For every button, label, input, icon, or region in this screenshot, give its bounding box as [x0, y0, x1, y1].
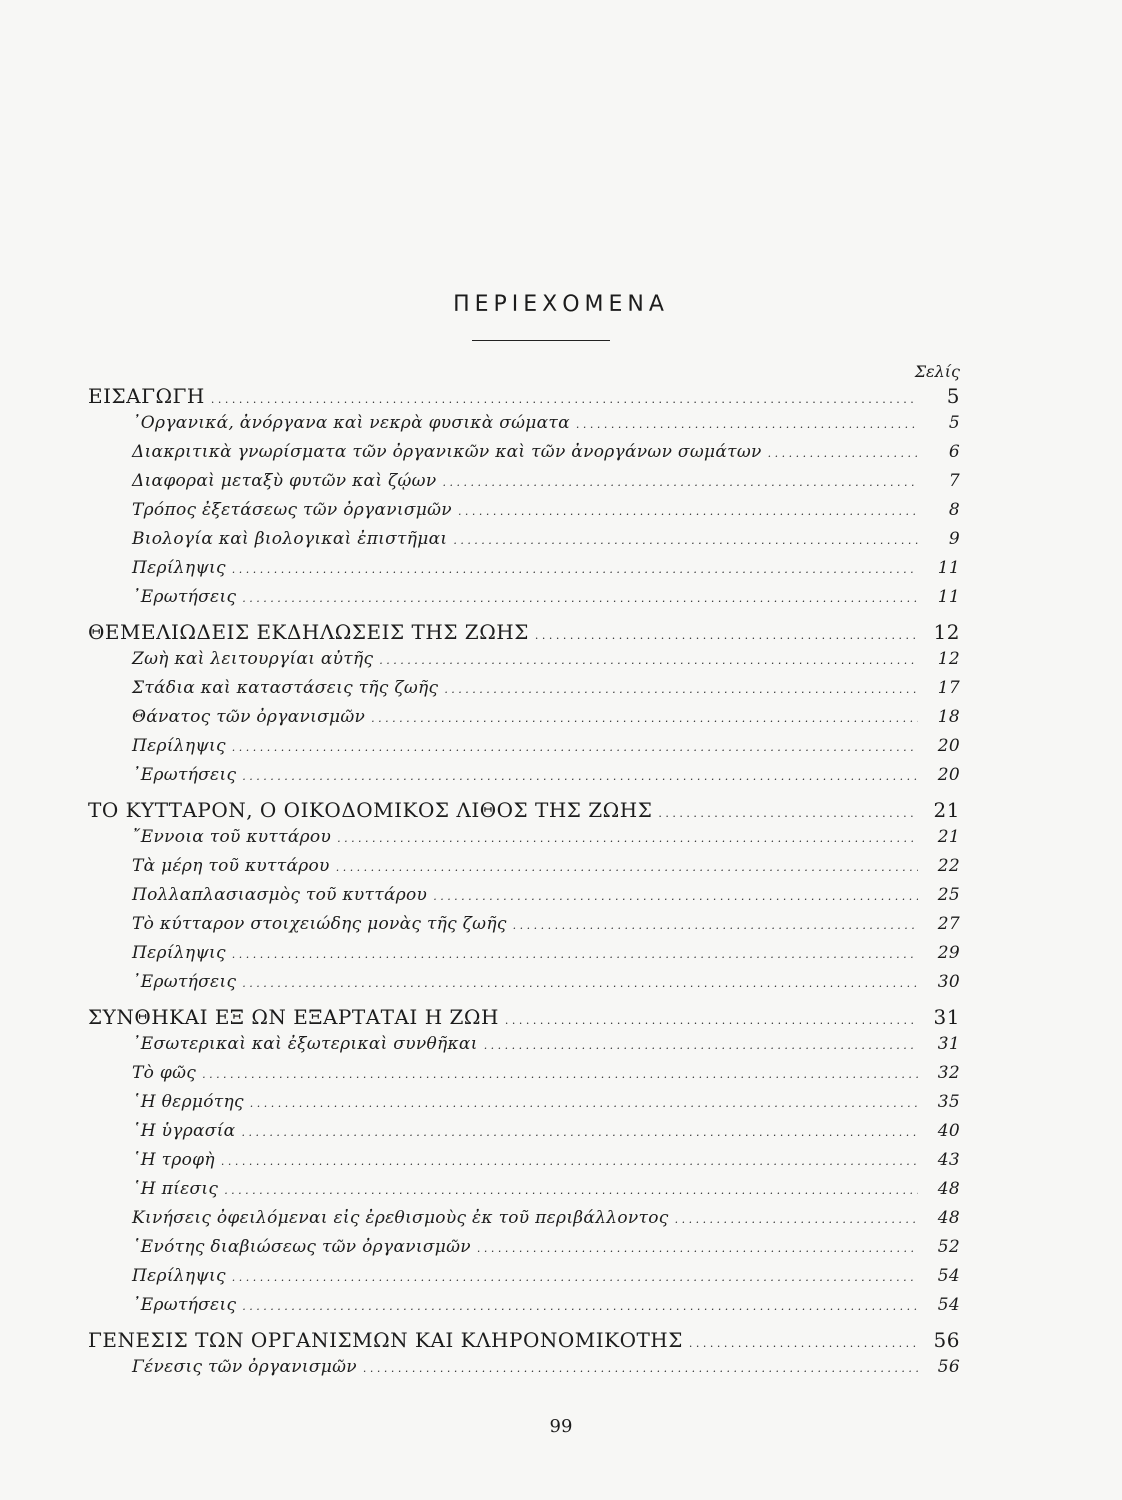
- toc-section-heading: [88, 384, 960, 410]
- entry-page-number: 32: [937, 1063, 960, 1083]
- entry-page-number: 48: [937, 1179, 960, 1199]
- entry-page-number: 40: [937, 1121, 960, 1141]
- toc-entry: [132, 914, 960, 940]
- entry-page-number: 11: [937, 558, 960, 578]
- toc-entry: [132, 1121, 960, 1147]
- dot-leader: [242, 972, 918, 992]
- dot-leader: [232, 736, 918, 756]
- entry-title: ῾Η ὑγρασία: [132, 1121, 236, 1141]
- entry-page-number: 20: [937, 765, 960, 785]
- entry-page-number: 30: [937, 972, 960, 992]
- page-title: ΠΕΡΙΕΧΟΜΕΝΑ: [453, 292, 669, 317]
- toc-entry: [132, 1179, 960, 1205]
- toc-entry: [132, 529, 960, 555]
- entry-page-number: 21: [937, 827, 960, 847]
- dot-leader: [250, 1092, 918, 1112]
- toc-section-heading: [88, 1328, 960, 1354]
- toc-entry: [132, 1150, 960, 1176]
- dot-leader: [433, 885, 918, 905]
- entry-page-number: 9: [948, 529, 960, 549]
- entry-page-number: 11: [937, 587, 960, 607]
- entry-title: Θάνατος τῶν ὀργανισμῶν: [132, 707, 366, 727]
- entry-title: Διαφοραὶ μεταξὺ φυτῶν καὶ ζῴων: [132, 471, 437, 491]
- section-page-number: 56: [933, 1328, 960, 1352]
- entry-page-number: 27: [937, 914, 960, 934]
- dot-leader: [232, 943, 918, 963]
- entry-title: Τὸ κύτταρον στοιχειώδης μονὰς τῆς ζωῆς: [132, 914, 507, 934]
- toc-entry: [132, 1034, 960, 1060]
- toc-entry: [132, 736, 960, 762]
- dot-leader: [371, 707, 918, 727]
- dot-leader: [337, 827, 918, 847]
- entry-title: Γένεσις τῶν ὀργανισμῶν: [132, 1357, 357, 1377]
- toc-entry: [132, 765, 960, 791]
- entry-title: ῎Εννοια τοῦ κυττάρου: [132, 827, 332, 847]
- dot-leader: [379, 649, 918, 669]
- entry-title: ᾿Οργανικά, ἀνόργανα καὶ νεκρὰ φυσικὰ σώματα: [132, 413, 570, 433]
- section-page-number: 21: [933, 798, 960, 822]
- entry-title: Στάδια καὶ καταστάσεις τῆς ζωῆς: [132, 678, 439, 698]
- toc-section-heading: [88, 1005, 960, 1031]
- entry-title: ᾿Ερωτήσεις: [132, 765, 237, 785]
- entry-page-number: 54: [937, 1266, 960, 1286]
- section-title: ΣΥΝΘΗΚΑΙ ΕΞ ΩΝ ΕΞΑΡΤΑΤΑΙ Η ΖΩΗ: [88, 1005, 499, 1029]
- section-title: ΕΙΣΑΓΩΓΗ: [88, 384, 205, 408]
- entry-page-number: 35: [937, 1092, 960, 1112]
- dot-leader: [336, 856, 918, 876]
- toc-entry: [132, 471, 960, 497]
- toc-entry: [132, 1357, 960, 1383]
- dot-leader: [689, 1328, 918, 1352]
- toc-entry: [132, 943, 960, 969]
- toc-entry: [132, 500, 960, 526]
- entry-title: Περίληψις: [132, 558, 226, 578]
- entry-page-number: 6: [948, 442, 960, 462]
- entry-page-number: 52: [937, 1237, 960, 1257]
- toc-entry: [132, 442, 960, 468]
- dot-leader: [224, 1179, 918, 1199]
- toc-section-heading: [88, 798, 960, 824]
- entry-page-number: 29: [937, 943, 960, 963]
- toc-entry: [132, 1266, 960, 1292]
- entry-title: Βιολογία καὶ βιολογικαὶ ἐπιστῆμαι: [132, 529, 448, 549]
- section-title: ΘΕΜΕΛΙΩΔΕΙΣ ΕΚΔΗΛΩΣΕΙΣ ΤΗΣ ΖΩΗΣ: [88, 620, 529, 644]
- dot-leader: [242, 587, 918, 607]
- toc-entry: [132, 885, 960, 911]
- toc-entry: [132, 678, 960, 704]
- entry-title: Κινήσεις ὀφειλόμεναι εἰς ἐρεθισμοὺς ἐκ τοῦ περιβάλλοντος: [132, 1208, 669, 1228]
- dot-leader: [675, 1208, 918, 1228]
- dot-leader: [484, 1034, 918, 1054]
- entry-title: ᾿Ερωτήσεις: [132, 972, 237, 992]
- dot-leader: [535, 620, 918, 644]
- toc-entry: [132, 558, 960, 584]
- entry-page-number: 31: [937, 1034, 960, 1054]
- entry-title: ῾Η τροφὴ: [132, 1150, 215, 1170]
- entry-page-number: 8: [948, 500, 960, 520]
- entry-page-number: 17: [937, 678, 960, 698]
- entry-title: Περίληψις: [132, 943, 226, 963]
- entry-title: ᾿Ερωτήσεις: [132, 1295, 237, 1315]
- entry-title: Τρόπος ἐξετάσεως τῶν ὀργανισμῶν: [132, 500, 452, 520]
- dot-leader: [458, 500, 918, 520]
- entry-page-number: 18: [937, 707, 960, 727]
- dot-leader: [232, 558, 918, 578]
- dot-leader: [768, 442, 918, 462]
- entry-page-number: 5: [948, 413, 960, 433]
- toc-entry: [132, 1063, 960, 1089]
- toc-entry: [132, 972, 960, 998]
- page-column-header: Σελίς: [914, 362, 960, 381]
- entry-title: Περίληψις: [132, 1266, 226, 1286]
- dot-leader: [453, 529, 918, 549]
- dot-leader: [442, 471, 918, 491]
- entry-title: ῾Η θερμότης: [132, 1092, 244, 1112]
- dot-leader: [576, 413, 918, 433]
- toc-entry: [132, 1092, 960, 1118]
- page-number: 99: [549, 1416, 573, 1437]
- section-page-number: 5: [946, 384, 960, 408]
- dot-leader: [505, 1005, 918, 1029]
- entry-page-number: 43: [937, 1150, 960, 1170]
- entry-page-number: 56: [937, 1357, 960, 1377]
- entry-page-number: 54: [937, 1295, 960, 1315]
- entry-page-number: 12: [937, 649, 960, 669]
- toc-entry: [132, 1295, 960, 1321]
- dot-leader: [513, 914, 918, 934]
- dot-leader: [242, 765, 918, 785]
- section-page-number: 12: [933, 620, 960, 644]
- toc-entry: [132, 707, 960, 733]
- toc-entry: [132, 413, 960, 439]
- entry-title: Περίληψις: [132, 736, 226, 756]
- entry-title: Ζωὴ καὶ λειτουργίαι αὐτῆς: [132, 649, 374, 669]
- section-title: ΤΟ ΚΥΤΤΑΡΟΝ, Ο ΟΙΚΟΔΟΜΙΚΟΣ ΛΙΘΟΣ ΤΗΣ ΖΩΗΣ: [88, 798, 653, 822]
- dot-leader: [242, 1295, 918, 1315]
- entry-title: ᾿Ερωτήσεις: [132, 587, 237, 607]
- toc-entry: [132, 649, 960, 675]
- entry-page-number: 7: [948, 471, 960, 491]
- dot-leader: [444, 678, 918, 698]
- title-underline: [472, 340, 610, 341]
- entry-title: Τὸ φῶς: [132, 1063, 197, 1083]
- toc-entry: [132, 1237, 960, 1263]
- dot-leader: [202, 1063, 918, 1083]
- entry-page-number: 48: [937, 1208, 960, 1228]
- toc-entry: [132, 1208, 960, 1234]
- toc-section-heading: [88, 620, 960, 646]
- dot-leader: [363, 1357, 918, 1377]
- entry-title: Τὰ μέρη τοῦ κυττάρου: [132, 856, 330, 876]
- entry-title: Διακριτικὰ γνωρίσματα τῶν ὀργανικῶν καὶ τῶν ἀνοργάνων σωμάτων: [132, 442, 762, 462]
- dot-leader: [477, 1237, 918, 1257]
- toc-entry: [132, 587, 960, 613]
- toc-entry: [132, 856, 960, 882]
- toc-entry: [132, 827, 960, 853]
- entry-page-number: 25: [937, 885, 960, 905]
- dot-leader: [241, 1121, 918, 1141]
- entry-page-number: 20: [937, 736, 960, 756]
- entry-title: ῾Η πίεσις: [132, 1179, 219, 1199]
- section-title: ΓΕΝΕΣΙΣ ΤΩΝ ΟΡΓΑΝΙΣΜΩΝ ΚΑΙ ΚΛΗΡΟΝΟΜΙΚΟΤΗΣ: [88, 1328, 683, 1352]
- entry-title: Πολλαπλασιασμὸς τοῦ κυττάρου: [132, 885, 428, 905]
- entry-title: ᾿Εσωτερικαὶ καὶ ἐξωτερικαὶ συνθῆκαι: [132, 1034, 478, 1054]
- dot-leader: [232, 1266, 918, 1286]
- dot-leader: [658, 798, 918, 822]
- entry-title: ῾Ενότης διαβιώσεως τῶν ὀργανισμῶν: [132, 1237, 471, 1257]
- entry-page-number: 22: [937, 856, 960, 876]
- section-page-number: 31: [933, 1005, 960, 1029]
- dot-leader: [211, 384, 918, 408]
- dot-leader: [221, 1150, 918, 1170]
